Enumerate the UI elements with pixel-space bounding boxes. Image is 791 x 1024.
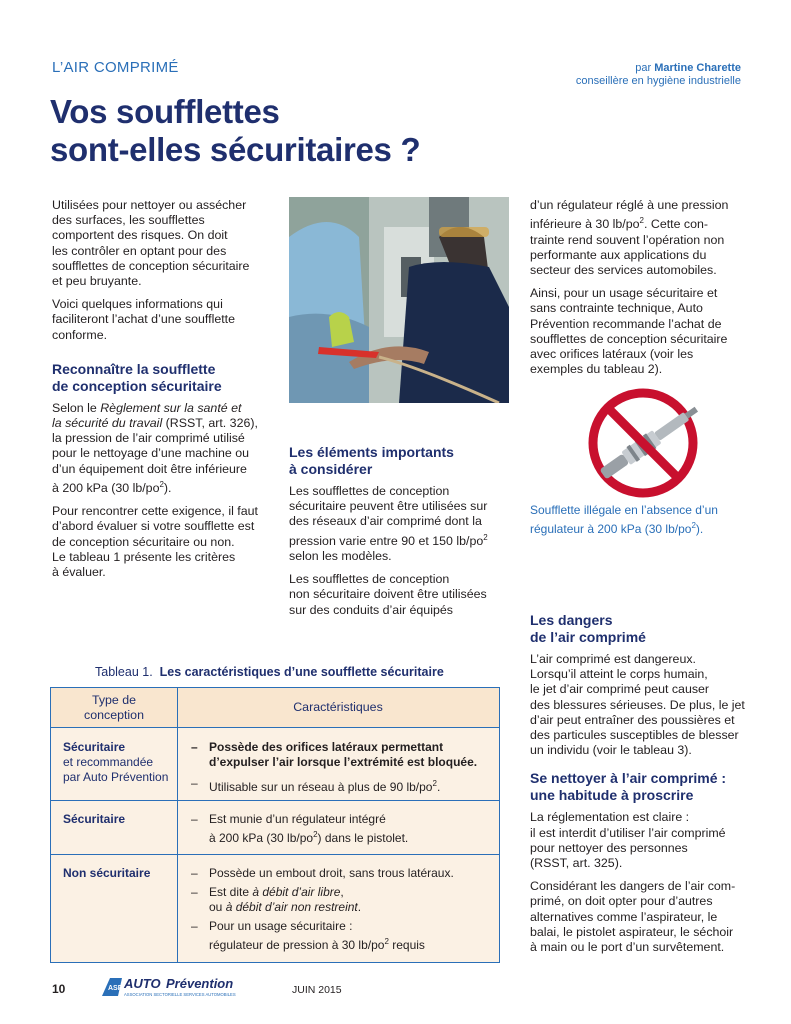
text-line: performante aux applications du <box>530 247 707 262</box>
text-line: d’air peut entraîner des poussières et <box>530 712 735 727</box>
superscript: 2 <box>159 479 164 489</box>
text-line: Le tableau 1 présente les critères <box>52 549 236 564</box>
title-line-1: Vos soufflettes <box>50 93 280 130</box>
intro-line: comportent des risques. On doit <box>52 228 228 243</box>
no-sign-icon <box>583 385 713 500</box>
table-title <box>95 665 444 680</box>
row-label-line: par Auto Prévention <box>63 770 169 784</box>
illegal-blowgun-illustration <box>583 385 713 500</box>
list-item <box>191 866 491 881</box>
intro2-line: Voici quelques informations qui <box>52 297 223 312</box>
row-label <box>63 740 175 785</box>
dash: – <box>191 919 198 933</box>
row-label-line: et recommandée <box>63 755 154 769</box>
list-item <box>191 776 491 795</box>
text-line: Les soufflettes de conception <box>289 484 450 498</box>
text-line: sur des conduits d’air équipés <box>289 602 453 617</box>
text-line: à 200 kPa (30 lb/po <box>52 480 160 495</box>
text-run: , <box>340 885 344 899</box>
dash: – <box>191 866 198 880</box>
text-line: L’air comprimé est dangereux. <box>530 652 696 666</box>
dash: – <box>191 812 198 826</box>
dash: – <box>191 776 198 790</box>
photo-mechanic-air-gun <box>289 197 509 403</box>
text-line: primé, on doit opter pour d’autres <box>530 894 713 909</box>
list-item <box>191 740 491 770</box>
text-line: d’un régulateur réglé à une pression <box>530 198 729 212</box>
intro-line: et peu bruyante. <box>52 274 142 289</box>
heading-cleaning <box>530 770 745 804</box>
text-line: Ainsi, pour un usage sécuritaire et <box>530 286 718 301</box>
text-line: Les soufflettes de conception <box>289 572 450 587</box>
text-line: (RSST, art. 325). <box>530 856 623 871</box>
paragraph-regulator <box>530 198 745 278</box>
item-line: . <box>436 780 441 794</box>
superscript: 2 <box>313 830 318 839</box>
logo-text-auto: AUTO <box>124 976 161 991</box>
text-line: à main ou le port d’un survêtement. <box>530 940 725 955</box>
intro-line: les contrôler en optant pour des <box>52 243 227 258</box>
auto-prevention-logo <box>100 976 270 998</box>
item-line: à 200 kPa (30 lb/po <box>209 831 314 845</box>
text-line: La réglementation est claire : <box>530 810 690 825</box>
superscript: 2 <box>483 532 488 542</box>
illustration-caption <box>530 503 740 537</box>
header-type <box>51 693 177 723</box>
issue-date: JUIN 2015 <box>292 984 342 996</box>
page-number: 10 <box>52 982 66 996</box>
photo-illustration <box>289 197 509 403</box>
item-line: Possède des orifices latéraux permettant <box>209 740 444 754</box>
text-run: ou <box>209 900 226 914</box>
text-line: balai, le pistolet aspirateur, le séchoir <box>530 924 734 939</box>
header-characteristics: Caractéristiques <box>293 700 383 714</box>
text-line: pour nettoyer des personnes <box>530 840 688 855</box>
text-line: Prévention recommande l’achat de <box>530 316 722 331</box>
paragraph-recommendation <box>530 286 745 377</box>
row-items <box>191 866 491 959</box>
text-line: secteur des services automobiles. <box>530 262 717 277</box>
text-line: d’abord évaluer si votre soufflette est <box>52 519 255 534</box>
text-line: Considérant les dangers de l’air com- <box>530 879 736 894</box>
text-line: selon les modèles. <box>289 548 392 563</box>
text-line: avec orifices latéraux (voir les <box>530 346 694 361</box>
list-item <box>191 812 491 846</box>
intro2-line: faciliteront l’achat d’une soufflette <box>52 312 235 327</box>
intro2-line: conforme. <box>52 327 108 342</box>
text-line: Pour rencontrer cette exigence, il faut <box>52 504 258 519</box>
heading-line: Les dangers <box>530 612 613 628</box>
item-line: requis <box>388 938 425 952</box>
text-line: un individu (voir le tableau 3). <box>530 743 692 758</box>
item-line: d’expulser l’air lorsque l’extrémité est bloquée. <box>209 755 478 769</box>
intro-line: soufflettes de conception sécuritaire <box>52 258 250 273</box>
text-run: ). <box>163 480 172 495</box>
author-name: Martine Charette <box>654 62 741 74</box>
text-line: pression varie entre 90 et 150 lb/po <box>289 533 484 548</box>
text-line: exemples du tableau 2). <box>530 362 663 377</box>
text-line: des réseaux d’air comprimé dont la <box>289 514 482 529</box>
row-items <box>191 740 491 801</box>
text-line: Lorsqu’il atteint le corps humain, <box>530 667 708 682</box>
text-line: pour le nettoyage d’une machine ou <box>52 446 250 461</box>
logo-subtitle: ASSOCIATION SECTORIELLE SERVICES AUTOMOBILES <box>124 992 236 997</box>
column-2 <box>289 444 504 626</box>
heading-line: Reconnaître la soufflette <box>52 360 216 377</box>
table-row <box>51 854 499 962</box>
item-line: ) dans le pistolet. <box>317 831 409 845</box>
text-line: des blessures sérieuses. De plus, le jet <box>530 697 745 712</box>
intro-paragraph <box>52 198 282 289</box>
heading-line: Se nettoyer à l’air comprimé : <box>530 770 727 787</box>
row-label-bold: Non sécuritaire <box>63 866 151 880</box>
table-characteristics <box>50 687 500 963</box>
author-role: conseillère en hygiène industrielle <box>575 75 741 87</box>
text-line: alternatives comme l’aspirateur, le <box>530 909 718 924</box>
byline <box>576 62 741 88</box>
item-line: Est munie d’un régulateur intégré <box>209 812 386 826</box>
item-line: Possède un embout droit, sans trous latéraux. <box>209 866 454 880</box>
table-number: Tableau 1. <box>95 665 153 679</box>
heading-line: à considérer <box>289 461 373 477</box>
superscript: 2 <box>432 779 437 788</box>
heading-line: Les éléments importants <box>289 444 454 460</box>
regulation-title: la sécurité du travail <box>52 416 163 431</box>
regulation-title: Règlement sur la santé et <box>100 400 242 415</box>
text-line: soufflettes de conception sécuritaire <box>530 331 728 346</box>
paragraph-unsafe-design <box>289 572 504 618</box>
intro-paragraph-2 <box>52 297 282 343</box>
text-line: il est interdit d’utiliser l’air comprimé <box>530 825 726 840</box>
byline-prefix: par <box>635 62 652 74</box>
logo-graphic <box>100 976 270 998</box>
logo-text-prevention: Prévention <box>166 976 234 991</box>
table-title-text: Les caractéristiques d’une soufflette sécuritaire <box>159 665 444 679</box>
paragraph-rule <box>530 810 745 871</box>
text-line: sans contrainte technique, Auto <box>530 301 703 316</box>
list-item <box>191 885 491 915</box>
item-line: régulateur de pression à 30 lb/po <box>209 938 385 952</box>
caption-line: régulateur à 200 kPa (30 lb/po <box>530 522 692 536</box>
item-line: Utilisable sur un réseau à plus de 90 lb/po <box>209 780 433 794</box>
text-run: Selon le <box>52 400 101 415</box>
superscript: 2 <box>384 937 389 946</box>
paragraph-evaluate <box>52 504 282 580</box>
text-line: inférieure à 30 lb/po <box>530 217 640 232</box>
list-item <box>191 919 491 953</box>
text-run: Est dite <box>209 885 253 899</box>
column-1 <box>52 198 282 588</box>
paragraph-regulation <box>52 401 282 496</box>
text-run: . Cette con- <box>643 217 709 232</box>
caption-line: Soufflette illégale en l’absence d’un <box>530 503 718 517</box>
text-run: . <box>357 900 362 914</box>
text-line: trainte rend souvent l’opération non <box>530 232 725 247</box>
text-line: des particules susceptibles de blesser <box>530 728 739 743</box>
section-tag: L’AIR COMPRIMÉ <box>52 59 179 76</box>
intro-line: Utilisées pour nettoyer ou assécher <box>52 198 247 212</box>
heading-line: de l’air comprimé <box>530 629 646 645</box>
paragraph-dangers <box>530 652 745 758</box>
text-line: à évaluer. <box>52 564 106 579</box>
row-label-bold: Sécuritaire <box>63 740 126 754</box>
logo-mark: ASP <box>108 985 123 992</box>
text-line: non sécuritaire doivent être utilisées <box>289 587 487 602</box>
page-title <box>50 93 420 169</box>
header-line: conception <box>84 708 144 722</box>
caption-line: ). <box>695 522 704 536</box>
text-run: (RSST, art. 326), <box>162 416 258 431</box>
table-row <box>51 800 499 854</box>
title-line-2: sont-elles sécuritaires ? <box>50 131 421 168</box>
row-label <box>63 866 175 881</box>
superscript: 2 <box>691 521 696 530</box>
heading-line: une habitude à proscrire <box>530 787 694 804</box>
text-line: la pression de l’air comprimé utilisé <box>52 431 245 446</box>
item-line: Pour un usage sécuritaire : <box>209 919 353 933</box>
heading-dangers <box>530 612 745 646</box>
paragraph-safe-design <box>289 484 504 564</box>
column-3-bottom <box>530 612 745 963</box>
heading-important-elements <box>289 444 504 478</box>
superscript: 2 <box>639 216 644 226</box>
text-run-italic: à débit d’air non restreint <box>225 900 358 914</box>
table-header <box>51 688 499 728</box>
row-items <box>191 812 491 852</box>
row-label <box>63 812 175 827</box>
text-run-italic: à débit d’air libre <box>252 885 341 899</box>
column-3-top <box>530 198 745 385</box>
text-line: d’un équipement doit être inférieure <box>52 461 247 476</box>
row-label-bold: Sécuritaire <box>63 812 126 826</box>
header-line: Type de <box>91 693 137 707</box>
dash: – <box>191 740 198 754</box>
heading-recognize <box>52 361 282 395</box>
intro-line: des surfaces, les soufflettes <box>52 213 205 228</box>
text-line: le jet d’air comprimé peut causer <box>530 682 710 697</box>
text-line: sécuritaire peuvent être utilisées sur <box>289 499 488 514</box>
table-row <box>51 728 499 800</box>
text-line: de conception sécuritaire ou non. <box>52 534 235 549</box>
paragraph-alternatives <box>530 879 745 955</box>
dash: – <box>191 885 198 899</box>
heading-line: de conception sécuritaire <box>52 377 222 394</box>
